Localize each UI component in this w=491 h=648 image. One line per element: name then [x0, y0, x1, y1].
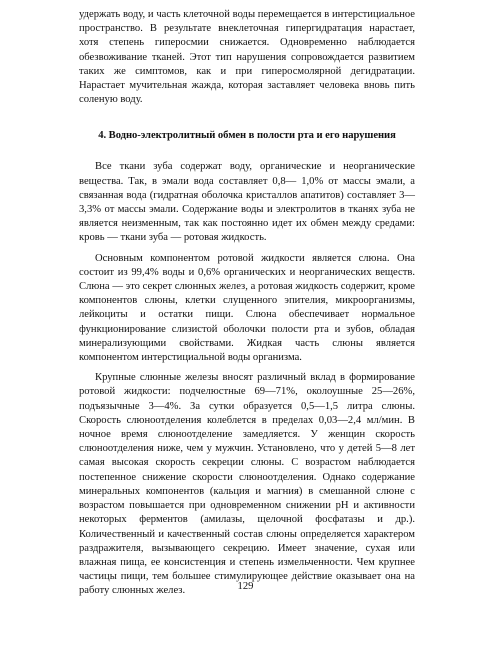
paragraph-continuation: удержать воду, и часть клеточной воды перемещается в интерстициальное пространство. В результате внеклеточная гипергидратация нарастает, хотя степень гиперосмии снижается. Одновременно наблюдается обезвоживание тканей. Этот тип нарушения сопровождается развитием таких же симптомов, как и при гиперосмолярной дегидратации. Нарастает мучительная жажда, которая заставляет человека вновь пить соленую воду.: [79, 9, 415, 106]
paragraph-tooth-tissues: Все ткани зуба содержат воду, органические и неорганические вещества. Так, в эмали вода составляет 0,8— 1,0% от массы эмали, а связанная вода (гидратная оболочка кристаллов апатитов) составляет 3—3,3% от массы эмали. Содержание воды и электролитов в тканях зуба не является неизменным, так как постоянно идет их обмен между средами: кровь — ткани зуба — ротовая жидкость.: [79, 161, 415, 244]
paragraph-salivary-glands: Крупные слюнные железы вносят различный вклад в формирование ротовой жидкости: подчелюстные 69—71%, околоушные 25—26%, подъязычные 3—4%. За сутки образуется 0,5—1,5 литра слюны. Скорость слюноотделения колеблется в пределах 0,03—2,4 мл/мин. В ночное время слюноотделение замедляется. У женщин скорость слюноотделения ниже, чем у мужчин. Установлено, что у детей 5—8 лет самая высокая скорость секреции слюны. С возрастом наблюдается постепенное снижение скорости слюноотделения. Однако содержание минеральных компонентов (кальция и магния) в смешанной слюне с возрастом повышается при одновременном снижении рН и активности некоторых ферментов (амилазы, щелочной фосфатазы и др.). Количественный и качественный состав слюны определяется характером раздражителя, вызывающего секрецию. Имеет значение, сухая или влажная пища, ее консистенция и степень измельченности. Чем крупнее частицы пищи, тем большее стимулирующее действие оказывает она на работу слюнных желез.: [79, 372, 415, 597]
paragraph-saliva: Основным компонентом ротовой жидкости является слюна. Она состоит из 99,4% воды и 0,6% органических и неорганических веществ. Слюна — это секрет слюнных желез, а ротовая жидкость содержит, кроме компонентов слюны, клетки слущенного эпителия, микроорганизмы, лейкоциты и остатки пищи. Слюна обеспечивает нормальное функционирование слизистой оболочки полости рта и зубов, обладая минерализующими свойствами. Жидкая часть слюны является компонентом интерстициальной воды организма.: [79, 252, 415, 364]
page-body: [79, 8, 415, 599]
section-heading: 4. Водно-электролитный обмен в полости рта и его нарушения: [98, 130, 396, 142]
page-number: 129: [237, 581, 254, 592]
